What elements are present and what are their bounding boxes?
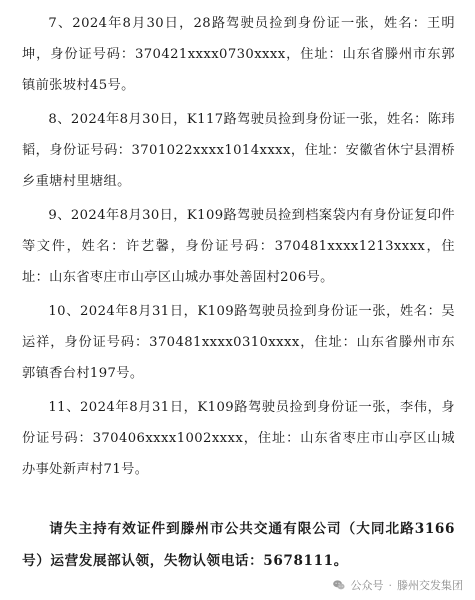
lost-item-entry-8: 8、2024年8月30日，K117路驾驶员捡到身份证一张，姓名：陈玮韬，身份证号码：3701022xxxx1014xxxx，住址：安徽省休宁县渭桥乡重塘村里塘组。 [22, 112, 455, 189]
watermark-prefix: 公众号 [350, 579, 384, 592]
watermark-account: 滕州交发集团 [397, 579, 463, 592]
lost-item-entry-9: 9、2024年8月30日，K109路驾驶员捡到档案袋内有身份证复印件等文件，姓名：许艺馨，身份证号码：370481xxxx1213xxxx，住址：山东省枣庄市山亭区山城办事处善固村206号。 [22, 208, 455, 285]
claim-notice: 请失主持有效证件到滕州市公共交通有限公司（大同北路3166号）运营发展部认领，失物认领电话：5678111。 [22, 521, 455, 569]
wechat-watermark [330, 576, 466, 594]
lost-item-entry-7: 7、2024年8月30日，28路驾驶员捡到身份证一张，姓名：王明坤，身份证号码：370421xxxx0730xxxx，住址：山东省滕州市东郭镇前张坡村45号。 [22, 16, 455, 93]
wechat-icon [332, 578, 346, 592]
lost-item-entry-11: 11、2024年8月31日，K109路驾驶员捡到身份证一张，李伟，身份证号码：370406xxxx1002xxxx，住址：山东省枣庄市山亭区山城办事处新声村71号。 [22, 400, 455, 477]
lost-item-entry-10: 10、2024年8月31日，K109路驾驶员捡到身份证一张，姓名：吴运祥，身份证号码：370481xxxx0310xxxx，住址：山东省滕州市东郭镇香台村197号。 [22, 304, 455, 381]
watermark-separator: · [388, 578, 392, 592]
